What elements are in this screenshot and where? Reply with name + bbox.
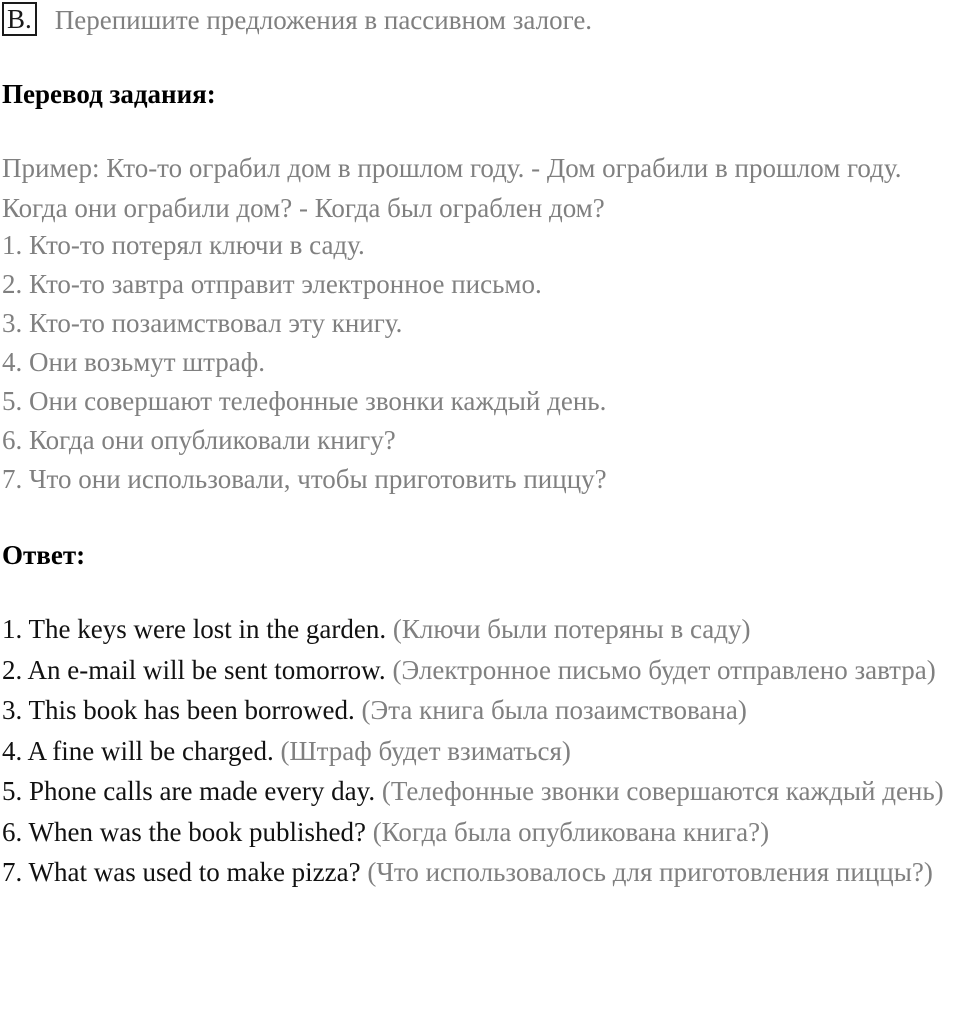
translation-item-2: 2. Кто-то завтра отправит электронное письмо. [2,269,542,299]
answer-english: 3. This book has been borrowed. [2,695,355,725]
translation-item-5: 5. Они совершают телефонные звонки каждый день. [2,386,607,416]
answer-english: 4. A fine will be charged. [2,735,274,766]
answer-english: 1. The keys were lost in the garden. [2,614,387,644]
translation-list [2,226,958,499]
answer-translation: (Телефонные звонки совершаются каждый день) [381,776,944,806]
answer-heading: Ответ: [2,540,86,570]
translation-item-7: 7. Что они использовали, чтобы приготовить пиццу? [2,464,607,494]
answer-english: 7. What was used to make pizza? [2,857,361,887]
translation-example: Пример: Кто-то ограбил дом в прошлом году. - Дом ограбили в прошлом году. Когда они ограбили дом? - Когда был ограблен дом? [2,153,902,223]
translation-item-6: 6. Когда они опубликовали книгу? [2,425,396,455]
task-letter-box: B. [2,2,37,36]
answer-item-7 [2,852,958,893]
answer-translation: (Что использовалось для приготовления пиццы?) [367,857,933,887]
answer-translation: (Электронное письмо будет отправлено завтра) [392,654,936,685]
answer-translation: (Эта книга была позаимствована) [361,695,747,725]
answer-item-3 [2,690,958,731]
answer-english: 2. An e-mail will be sent tomorrow. [2,654,386,685]
translation-heading: Перевод задания: [2,79,216,109]
answer-item-4 [2,731,958,772]
translation-item-4: 4. Они возьмут штраф. [2,347,265,377]
translation-item-1: 1. Кто-то потерял ключи в саду. [2,230,365,260]
task-instruction: Перепишите предложения в пассивном залоге. [54,5,593,35]
answer-translation: (Штраф будет взиматься) [280,735,571,766]
answer-list [2,609,958,893]
task-header [2,0,958,40]
answer-translation: (Когда была опубликована книга?) [372,816,770,847]
answer-item-6 [2,812,958,853]
document-page [2,0,958,893]
answer-item-5 [2,771,958,812]
answer-english: 6. When was the book published? [2,816,366,847]
translation-item-3: 3. Кто-то позаимствовал эту книгу. [2,308,403,338]
answer-item-2 [2,650,958,691]
answer-translation: (Ключи были потеряны в саду) [392,614,751,644]
answer-english: 5. Phone calls are made every day. [2,776,376,806]
answer-item-1 [2,609,958,650]
